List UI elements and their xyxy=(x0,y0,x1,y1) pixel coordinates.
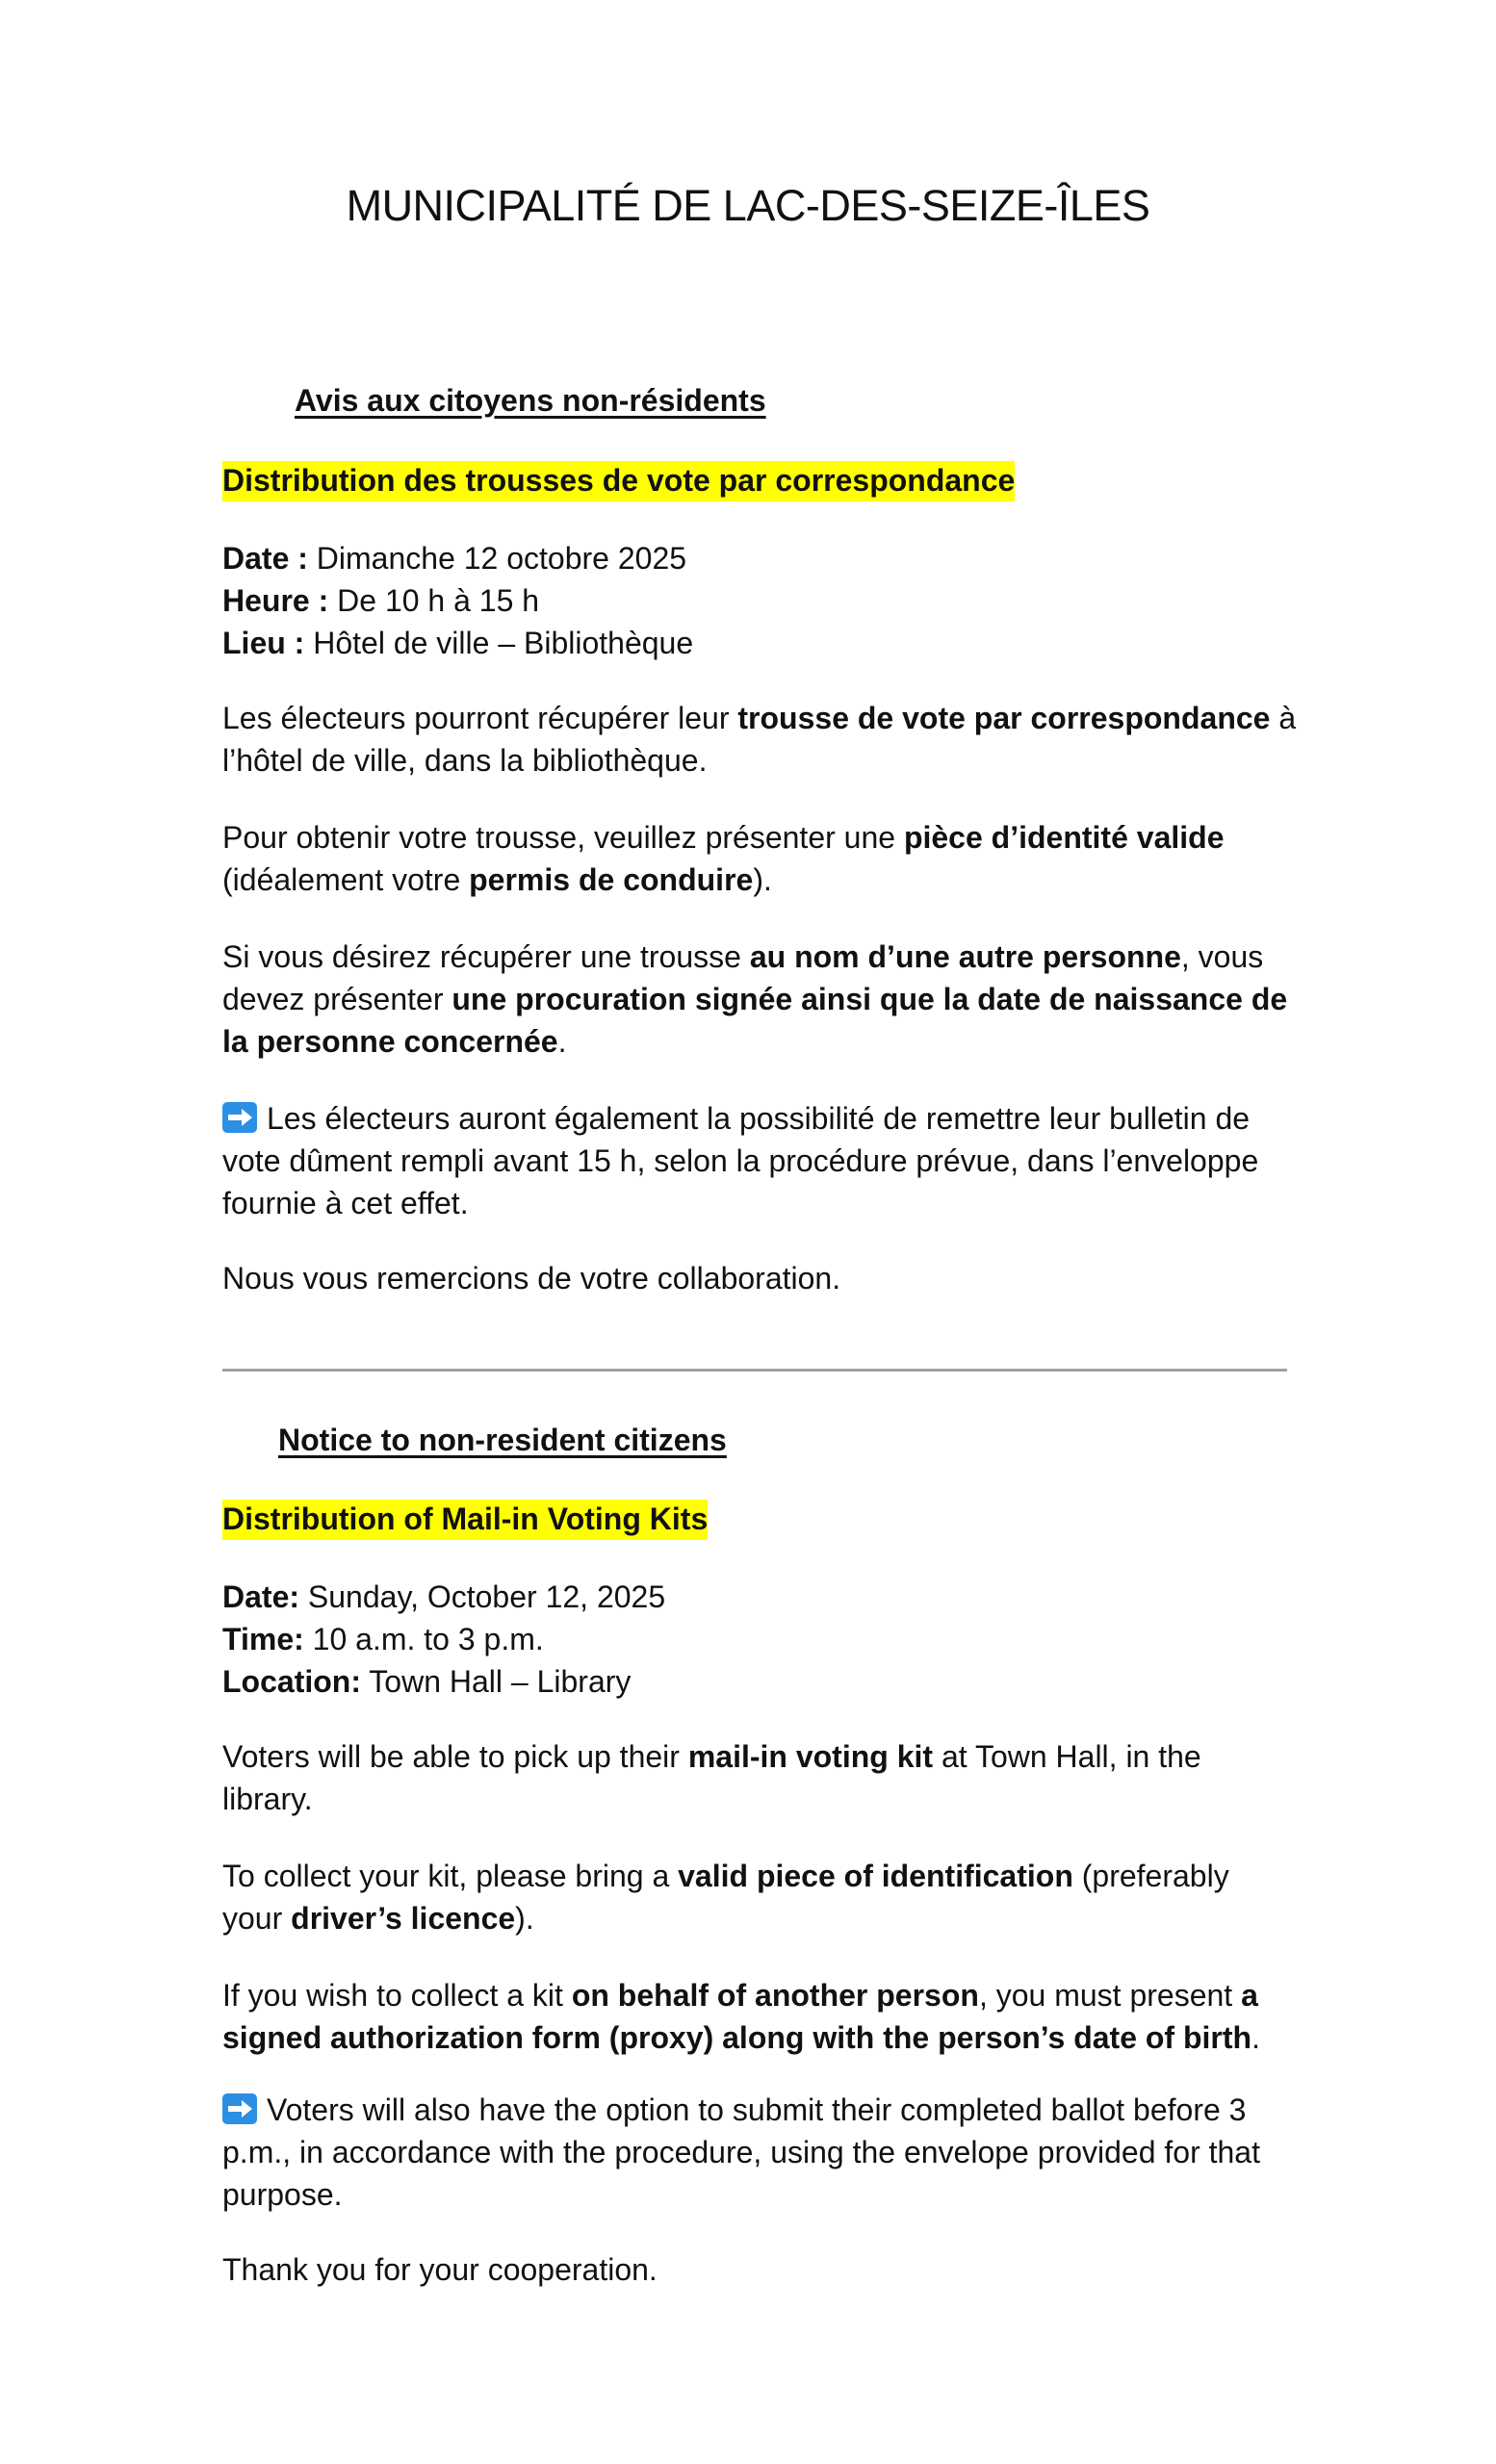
fr-place-value: Hôtel de ville – Bibliothèque xyxy=(304,626,694,660)
right-arrow-icon xyxy=(222,1102,257,1133)
en-p2-bold-2: driver’s licence xyxy=(291,1901,516,1936)
fr-place-label: Lieu : xyxy=(222,626,305,660)
fr-p1-bold: trousse de vote par correspondance xyxy=(737,701,1271,735)
fr-paragraph-pickup xyxy=(222,697,1305,782)
en-paragraph-pickup xyxy=(222,1735,1252,1820)
en-date-value: Sunday, October 12, 2025 xyxy=(299,1579,666,1614)
en-date-label: Date: xyxy=(222,1579,300,1614)
fr-date-label: Date : xyxy=(222,541,308,576)
en-date-line xyxy=(222,1576,1301,1618)
fr-time-value: De 10 h à 15 h xyxy=(328,583,540,618)
fr-section-heading: Avis aux citoyens non-résidents xyxy=(295,383,766,418)
fr-p1-text: Les électeurs pourront récupérer leur xyxy=(222,701,738,735)
en-highlight-text: Distribution of Mail-in Voting Kits xyxy=(222,1500,708,1540)
fr-date-line xyxy=(222,537,1301,579)
fr-place-line xyxy=(222,622,1301,664)
en-highlight-title xyxy=(222,1498,708,1540)
fr-paragraph-proxy xyxy=(222,936,1301,1063)
fr-p3-text-mid: , vous devez présenter xyxy=(222,939,1264,1016)
en-p3-text-end: . xyxy=(1251,2020,1260,2055)
fr-highlight-title xyxy=(222,459,1015,501)
fr-p2-bold-2: permis de conduire xyxy=(469,862,754,897)
en-place-label: Location: xyxy=(222,1664,361,1699)
en-p4-text: Voters will also have the option to submit their completed ballot before 3 p.m., in accordance with the procedure, using the envelope provided for that purpose. xyxy=(222,2092,1260,2212)
en-p2-text: To collect your kit, please bring a xyxy=(222,1859,679,1893)
en-p3-bold-2: a signed authorization form (proxy) along with the person’s date of birth xyxy=(222,1978,1258,2055)
fr-closing: Nous vous remercions de votre collaboration. xyxy=(222,1261,841,1296)
en-p2-text-end: ). xyxy=(515,1901,534,1936)
fr-time-label: Heure : xyxy=(222,583,329,618)
fr-event-details xyxy=(222,537,1301,664)
fr-p2-text-mid: (idéalement votre xyxy=(222,862,470,897)
fr-p3-text-end: . xyxy=(557,1024,567,1059)
fr-p3-text: Si vous désirez récupérer une trousse xyxy=(222,939,750,974)
en-p1-text: Voters will be able to pick up their xyxy=(222,1739,688,1774)
en-place-value: Town Hall – Library xyxy=(360,1664,632,1699)
en-event-details xyxy=(222,1576,1301,1703)
right-arrow-icon xyxy=(222,2093,257,2124)
fr-p2-text-end: ). xyxy=(753,862,772,897)
en-paragraph-ballot xyxy=(222,2089,1305,2216)
fr-highlight-text: Distribution des trousses de vote par correspondance xyxy=(222,461,1015,501)
en-p1-text-end: at Town Hall, in the library. xyxy=(222,1739,1201,1816)
en-time-label: Time: xyxy=(222,1622,304,1656)
section-divider xyxy=(222,1369,1287,1372)
en-p3-text-mid: , you must present xyxy=(978,1978,1242,2013)
fr-p3-bold: au nom d’une autre personne xyxy=(749,939,1181,974)
en-time-value: 10 a.m. to 3 p.m. xyxy=(303,1622,544,1656)
en-time-line xyxy=(222,1618,1301,1660)
en-paragraph-id xyxy=(222,1855,1252,1939)
fr-p1-text-end: à l’hôtel de ville, dans la bibliothèque. xyxy=(222,701,1297,778)
en-place-line xyxy=(222,1660,1301,1703)
fr-p4-text: Les électeurs auront également la possibilité de remettre leur bulletin de vote dûment rempli avant 15 h, selon la procédure prévue, dans l’enveloppe fournie à cet effet. xyxy=(222,1101,1259,1220)
en-paragraph-proxy xyxy=(222,1974,1305,2059)
page-title: MUNICIPALITÉ DE LAC-DES-SEIZE-ÎLES xyxy=(346,181,1150,230)
fr-time-line xyxy=(222,579,1301,622)
en-p3-bold: on behalf of another person xyxy=(571,1978,979,2013)
en-p1-bold: mail-in voting kit xyxy=(687,1739,934,1774)
en-p3-text: If you wish to collect a kit xyxy=(222,1978,572,2013)
fr-p2-text: Pour obtenir votre trousse, veuillez présenter une xyxy=(222,820,904,855)
fr-date-value: Dimanche 12 octobre 2025 xyxy=(307,541,687,576)
en-closing: Thank you for your cooperation. xyxy=(222,2252,658,2287)
fr-p2-bold: pièce d’identité valide xyxy=(903,820,1225,855)
en-p2-text-mid: (preferably your xyxy=(222,1859,1229,1936)
fr-p3-bold-2: une procuration signée ainsi que la date de naissance de la personne concernée xyxy=(222,982,1288,1059)
en-section-heading: Notice to non-resident citizens xyxy=(278,1423,727,1457)
en-p2-bold: valid piece of identification xyxy=(678,1859,1073,1893)
fr-paragraph-ballot xyxy=(222,1097,1291,1224)
fr-paragraph-id xyxy=(222,816,1291,901)
